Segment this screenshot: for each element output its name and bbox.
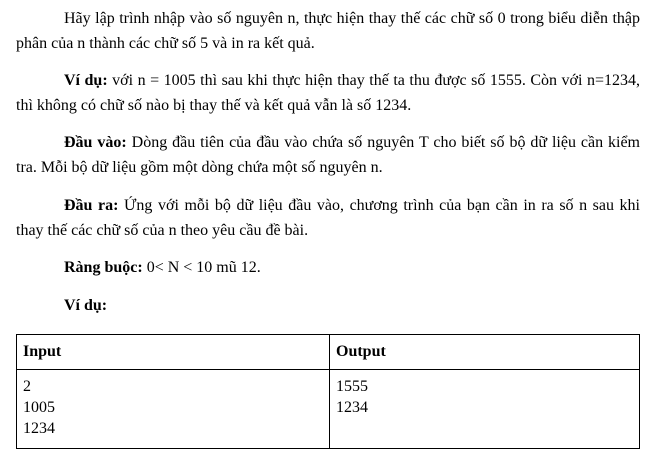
input-line: 1234 bbox=[23, 420, 55, 437]
input-paragraph bbox=[16, 130, 640, 180]
output-paragraph bbox=[16, 193, 640, 243]
table-row bbox=[17, 370, 640, 449]
intro-paragraph bbox=[16, 6, 640, 56]
sample-label: Ví dụ: bbox=[64, 297, 108, 314]
output-line: 1555 bbox=[336, 378, 368, 395]
output-column-header: Output bbox=[330, 335, 640, 370]
input-line: 1005 bbox=[23, 399, 55, 416]
sample-io-table bbox=[16, 334, 640, 449]
output-cell bbox=[330, 370, 640, 449]
constraint-text: 0< N < 10 mũ 12. bbox=[142, 259, 261, 276]
sample-heading-paragraph bbox=[16, 293, 640, 318]
constraint-label: Ràng buộc: bbox=[64, 259, 143, 276]
output-line: 1234 bbox=[336, 399, 368, 416]
input-cell bbox=[17, 370, 330, 449]
table-header-row bbox=[17, 335, 640, 370]
example-label: Ví dụ: bbox=[64, 72, 108, 89]
example-paragraph bbox=[16, 68, 640, 118]
input-line: 2 bbox=[23, 378, 31, 395]
intro-text: Hãy lập trình nhập vào số nguyên n, thực hiện thay thế các chữ số 0 trong biểu diễn thập phân của n thành các chữ số 5 và in ra kết quả. bbox=[16, 10, 640, 52]
input-column-header: Input bbox=[17, 335, 330, 370]
input-label: Đầu vào: bbox=[64, 134, 127, 151]
constraint-paragraph bbox=[16, 255, 640, 280]
output-text: Ứng với mỗi bộ dữ liệu đầu vào, chương trình của bạn cần in ra số n sau khi thay thế các chữ số của n theo yêu cầu đề bài. bbox=[16, 197, 640, 239]
input-text: Dòng đầu tiên của đầu vào chứa số nguyên T cho biết số bộ dữ liệu cần kiểm tra. Mỗi bộ dữ liệu gồm một dòng chứa một số nguyên n. bbox=[16, 134, 641, 176]
output-label: Đầu ra: bbox=[64, 197, 119, 214]
example-text: với n = 1005 thì sau khi thực hiện thay thế ta thu được số 1555. Còn với n=1234, thì không có chữ số nào bị thay thế và kết quả vẫn là số 1234. bbox=[16, 72, 641, 114]
